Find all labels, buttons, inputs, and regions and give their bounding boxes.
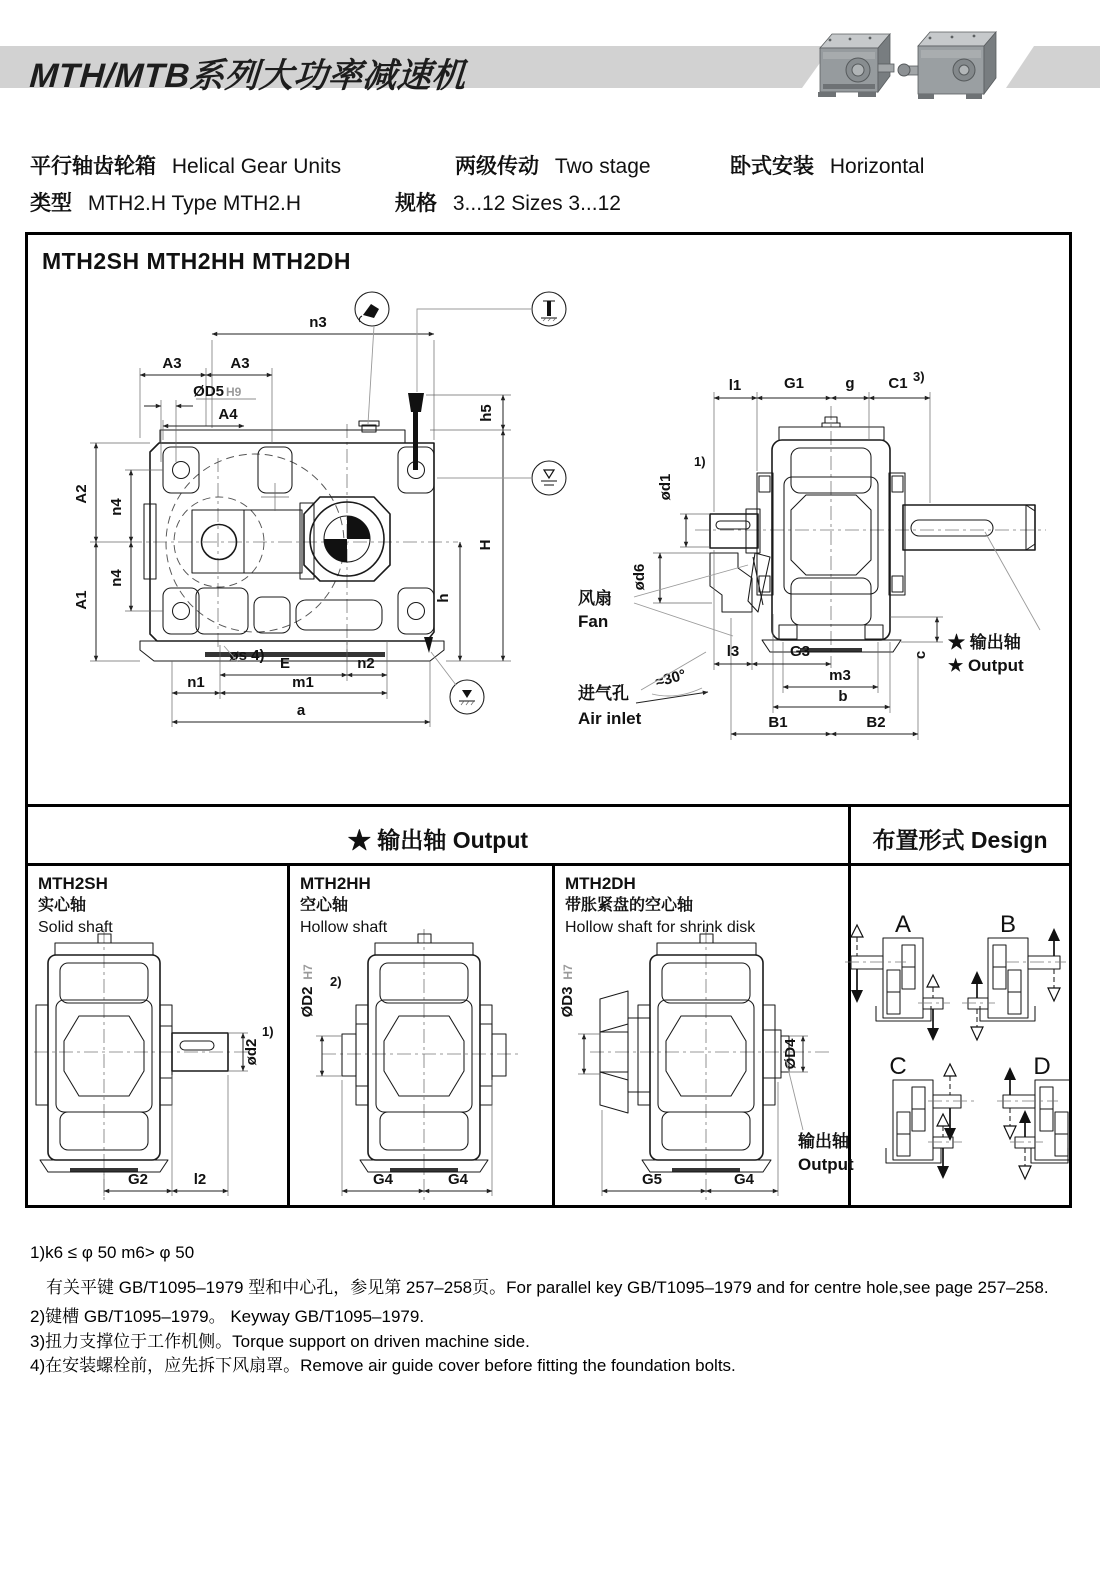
dim-g2: G2 [127,1171,149,1188]
gearbox-photos [806,26,1006,110]
intro-two-stage: 两级传动 Two stage [455,155,651,178]
air-inlet-label-en: Air inlet [578,709,642,728]
dim-g4: G4 [733,1171,755,1188]
drawing-panel-title: MTH2SH MTH2HH MTH2DH [42,248,351,274]
dim-n4-upper: n4 [108,498,125,516]
footnote-2: 2)键槽 GB/T1095–1979。 Keyway GB/T1095–1979. [30,1307,425,1326]
dim-l3: l3 [726,643,740,660]
model-name: MTH2HH [300,874,371,893]
air-inlet-label-zh: 进气孔 [578,684,629,703]
dim-c1-note: 3) [913,369,925,384]
shaft-type-en: Solid shaft [38,919,113,936]
footnote-1b: 有关平键 GB/T1095–1979 型和中心孔，参见第 257–258页。For parallel key GB/T1095–1979 and for centre hole,see page 257–258. [46,1278,1049,1297]
dim-a2: A2 [73,484,90,504]
dimension-drawing [28,235,1069,804]
dim-c1: C1 [888,375,908,392]
dim-D2-note: 2) [330,974,342,989]
oil-drain-plug [424,637,433,653]
shaft-type-en: Hollow shaft for shrink disk [565,919,756,936]
dim-a3-left: A3 [162,355,182,372]
dim-b1: B1 [768,714,788,731]
dim-g: g [845,375,855,392]
dim-g5: G5 [641,1171,663,1188]
dim-b: b [838,688,848,705]
dim-m3: m3 [829,667,851,684]
dim-D3-tolerance: H7 [561,964,575,980]
mounting-lugs [163,447,434,634]
model-name: MTH2DH [565,874,636,893]
dim-a4: A4 [218,406,238,423]
dim-d1: ød1 [657,473,674,501]
shaft-type-zh: 实心轴 [38,897,87,914]
footnote-3: 3)扭力支撑位于工作机侧。Torque support on driven machine side. [30,1332,530,1351]
page-title: MTH/MTB系列大功率减速机 [28,57,468,95]
shaft-type-en: Hollow shaft [300,919,388,936]
design-a [845,911,950,1041]
dim-d1-note: 1) [694,454,706,469]
dim-h: h [435,593,452,603]
side-view [128,393,458,662]
dim-m1: m1 [292,674,314,691]
header-band-right [1006,46,1100,88]
model-name: MTH2SH [38,874,108,893]
dim-d6: ød6 [631,563,648,591]
output-variants-drawing [28,865,1069,1206]
oil-dipstick-icon [417,292,566,392]
dim-n1: n1 [187,674,205,691]
dim-b2: B2 [866,714,886,731]
fan-label-en: Fan [578,612,609,631]
dim-D2-tolerance: H7 [301,964,315,980]
dim-H: H [477,539,494,551]
front-view-dimensions [631,369,1040,740]
oil-filler-icon [355,292,389,424]
dim-g3: G3 [789,643,811,660]
dim-c: c [912,650,929,660]
dim-a3-right: A3 [230,355,250,372]
intro-horizontal: 卧式安装 Horizontal [730,155,925,178]
output-shaft-label-en: ★ Output [948,656,1024,675]
dim-angle: ≈30° [653,666,688,692]
design-b-label: B [999,911,1017,938]
dim-h5: h5 [478,404,495,422]
dim-d2: ød2 [243,1038,260,1066]
intro-type: 类型 MTH2.H Type MTH2.H [30,192,301,215]
side-view-dimensions [73,314,511,727]
output-label-zh: 输出轴 [798,1132,849,1151]
intro-sizes: 规格 3...12 Sizes 3...12 [395,192,621,215]
front-view [695,406,1046,668]
output-label-en: Output [798,1155,854,1174]
dim-e: E [279,655,291,672]
design-c [886,1053,975,1179]
design-section-header: 布置形式 Design [872,827,1048,853]
dim-n3: n3 [309,314,327,331]
mth2sh-drawing [34,929,274,1200]
output-shaft [903,505,1035,550]
shaft-type-zh: 空心轴 [300,897,349,914]
oil-dipstick [408,393,424,470]
output-shaft-label-zh: ★ 输出轴 [948,633,1021,652]
dim-a1: A1 [73,590,90,610]
dim-D4: ØD4 [782,1038,799,1070]
dim-g4a: G4 [372,1171,394,1188]
dim-n2: n2 [357,655,375,672]
mth2hh-drawing [299,929,520,1200]
dim-D3: ØD3 [559,986,576,1018]
gearbox-photo-left [818,34,894,97]
dim-l1: l1 [728,377,742,394]
shaft-type-zh: 带胀紧盘的空心轴 [565,897,694,914]
dim-l2: l2 [193,1171,207,1188]
dim-g4b: G4 [447,1171,469,1188]
dim-d5-tolerance: H9 [226,385,242,399]
dim-n4-lower: n4 [108,569,125,587]
input-shaft [710,509,760,553]
design-c-label: C [889,1053,907,1080]
dim-D2: ØD2 [299,986,316,1018]
mth2dh-drawing [559,929,854,1200]
design-d [997,1053,1069,1179]
footnote-1: 1)k6 ≤ φ 50 m6> φ 50 [30,1243,195,1262]
dim-d2-note: 1) [262,1024,274,1039]
fan [710,553,770,612]
gearbox-photo-right [898,32,996,99]
dim-a: a [296,702,306,719]
intro-helical: 平行轴齿轮箱 Helical Gear Units [30,155,342,178]
design-d-label: D [1033,1053,1051,1080]
design-a-label: A [894,911,912,938]
dim-s: øs 4) [229,647,265,664]
footnote-4: 4)在安装螺栓前，应先拆下风扇罩。Remove air guide cover before fitting the foundation bolts. [30,1356,736,1375]
dim-g1: G1 [783,375,805,392]
design-b [962,911,1066,1040]
output-section-header: ★ 输出轴 Output [347,827,529,853]
fan-label-zh: 风扇 [578,589,612,608]
oil-level-icon [437,461,566,495]
dim-d5: ØD5 [193,383,224,400]
